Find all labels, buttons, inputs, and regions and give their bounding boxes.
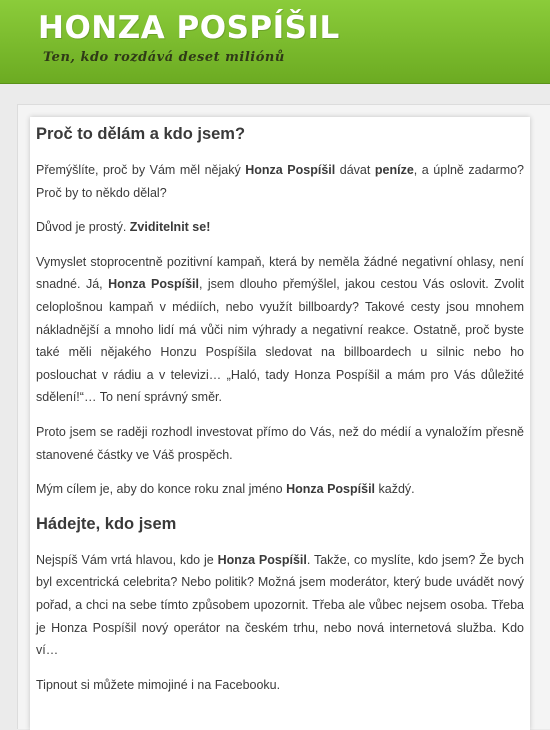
- page-container: [17, 104, 550, 729]
- text: Přemýšlíte, proč by Vám měl nějaký: [36, 163, 246, 177]
- site-header: [0, 0, 550, 84]
- paragraph-intro: [36, 159, 524, 204]
- bold-name: Honza Pospíšil: [108, 277, 199, 292]
- paragraph-goal: [36, 478, 524, 501]
- text: dávat: [335, 163, 375, 177]
- text: Důvod je prostý.: [36, 220, 130, 235]
- section-heading-guess: Hádejte, kdo jsem: [36, 514, 177, 533]
- paragraph-guess: [36, 549, 524, 662]
- text: Mým cílem je, aby do konce roku znal jméno: [36, 482, 287, 497]
- site-title[interactable]: HONZA POSPÍŠIL: [38, 10, 340, 46]
- paragraph-reason: [36, 216, 524, 239]
- text: Vymyslet stoprocentně pozitivní kampaň, která by neměla žádné negativní ohlasy, není snadné. Já,: [36, 254, 524, 292]
- paragraph-campaign: [36, 251, 524, 409]
- content-box: [30, 117, 530, 730]
- text: každý.: [375, 482, 415, 497]
- text: , a úplně zadarmo? Proč by to někdo dělal?: [36, 163, 525, 200]
- text: , jsem dlouho přemýšlel, jakou cestou Vás oslovit. Zvolit celoplošnou kampaň v médiích, nebo využít billboardy? Takové cesty jsou mnohem nákladnější a mnoho lidí má vůči nim výhrady a negativní reakce. Ostatně, proč byste také měli nějakého Honzu Pospíšila sledovat na billboardech u silnic nebo ho poslouchat v rádiu a v televizi… „Haló, tady Honza Pospíšil a mám pro Vás důležité sdělení!“… To není správný směr.: [36, 277, 524, 405]
- paragraph-facebook: Tipnout si můžete mimojiné i na Facebooku.: [36, 677, 281, 692]
- bold-name: Honza Pospíšil: [217, 552, 307, 567]
- bold-name: Honza Pospíšil: [286, 482, 376, 497]
- paragraph-invest: Proto jsem se raději rozhodl investovat přímo do Vás, než do médií a vynaložím přesně stanovené částky ve Váš prospěch.: [36, 424, 524, 462]
- text: Nejspíš Vám vrtá hlavou, kdo je: [36, 552, 218, 567]
- text: . Takže, co myslíte, kdo jsem? Že bych byl excentrická celebrita? Nebo politik? Možná jsem moderátor, který bude uvádět nový pořad, a chci na sebe tímto způsobem upozornit. Třeba ale vůbec nejsem osoba. Třeba je Honza Pospíšil nový operátor na českém trhu, nebo nová internetová služba. Kdo ví…: [36, 552, 525, 658]
- bold-slogan: Zviditelnit se!: [129, 220, 211, 235]
- section-heading-why: Proč to dělám a kdo jsem?: [36, 125, 246, 143]
- bold-name: Honza Pospíšil: [245, 163, 336, 177]
- site-tagline: Ten, kdo rozdává deset miliónů: [43, 50, 285, 65]
- bold-money: peníze: [374, 163, 414, 177]
